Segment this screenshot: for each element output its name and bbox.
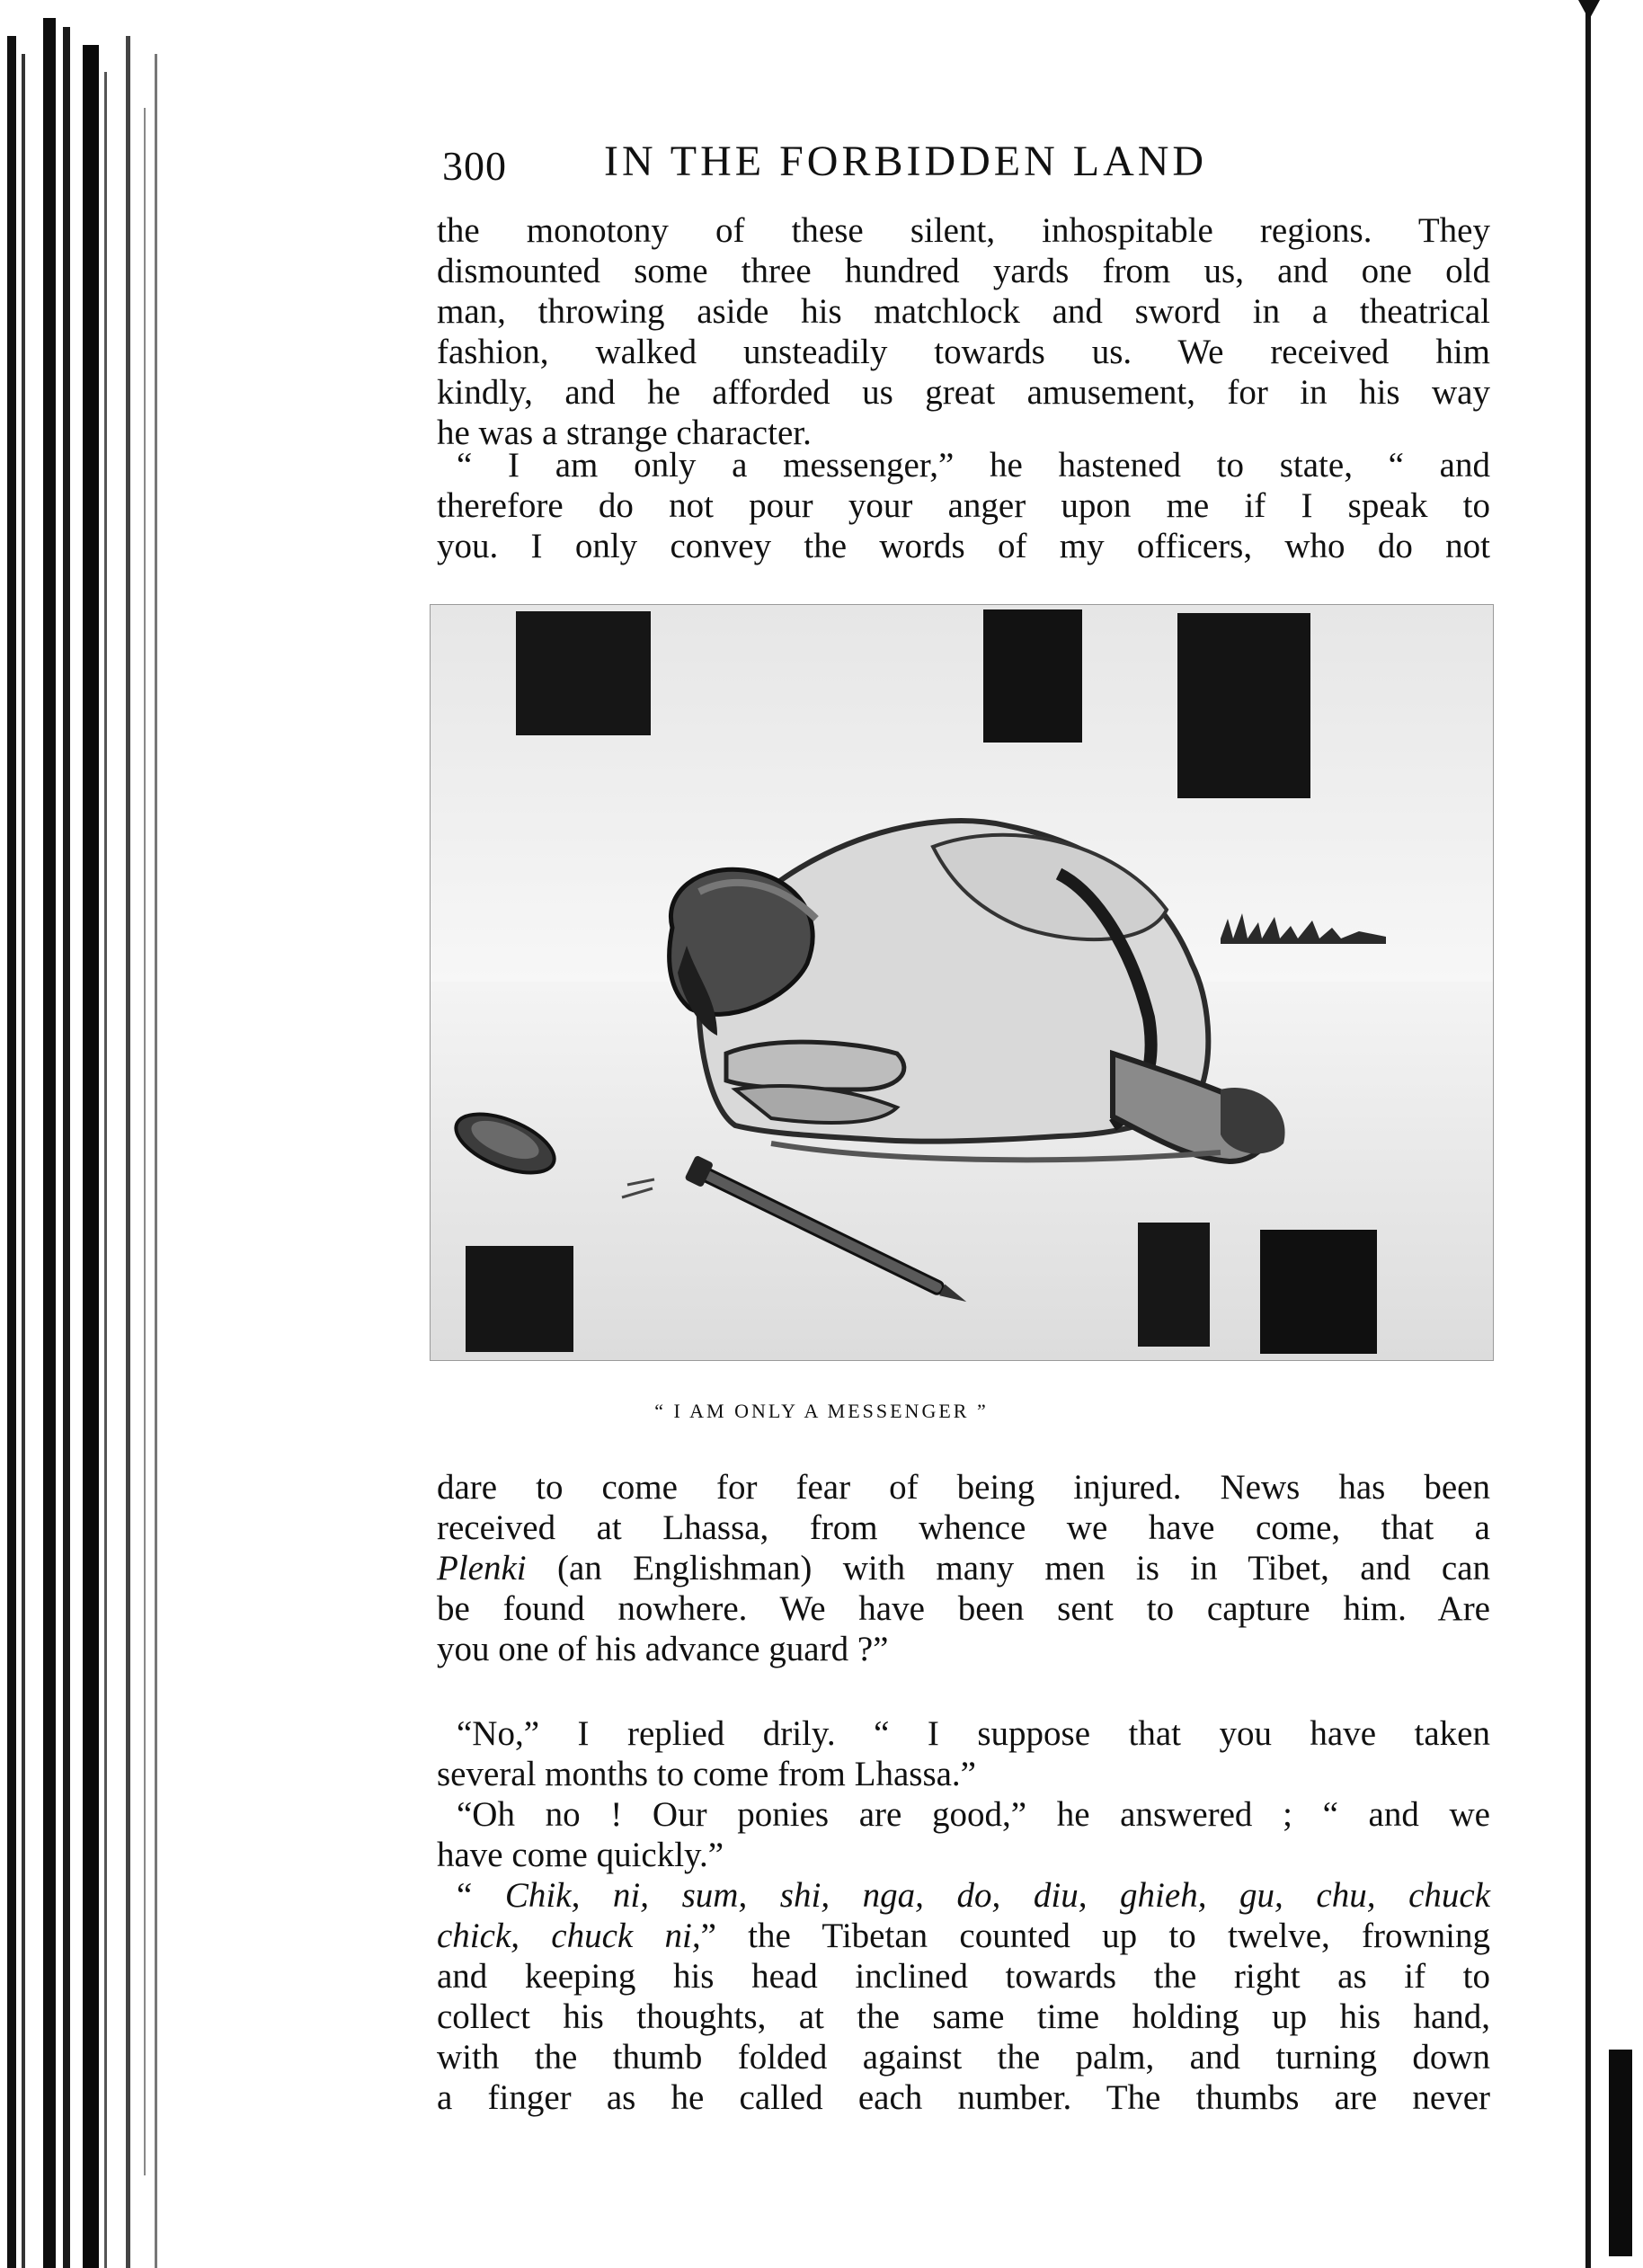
text-line: a finger as he called each number. The thumbs are never xyxy=(437,2078,1490,2117)
text-line: you one of his advance guard ?” xyxy=(437,1630,889,1668)
text-line: you. I only convey the words of my officers, who do not xyxy=(437,527,1490,565)
paragraph-1 xyxy=(437,210,1490,453)
text-line: collect his thoughts, at the same time holding up his hand, xyxy=(437,1997,1490,2036)
text-line: with the thumb folded against the palm, and turning down xyxy=(437,2038,1490,2077)
page-edge-arrow-icon xyxy=(1578,0,1600,20)
paragraph-6 xyxy=(437,1875,1490,2118)
text-line xyxy=(437,1875,1490,1916)
figure-caption: “ I AM ONLY A MESSENGER ” xyxy=(654,1400,989,1422)
text-line: received at Lhassa, from whence we have come, that a xyxy=(437,1508,1490,1547)
running-header xyxy=(442,137,1503,200)
paragraph-4 xyxy=(437,1713,1490,1794)
text-line: “Oh no ! Our ponies are good,” he answered ; “ and we xyxy=(457,1795,1490,1834)
illustration-messenger xyxy=(430,604,1494,1361)
text-line: fashion, walked unsteadily towards us. We received him xyxy=(437,333,1490,371)
text-run: (an Englishman) with many men is in Tibet, and can xyxy=(526,1549,1490,1588)
text-line: dare to come for fear of being injured. News has been xyxy=(437,1468,1490,1507)
text-line: dismounted some three hundred yards from us, and one old xyxy=(437,252,1490,290)
paragraph-2 xyxy=(437,445,1490,566)
paragraph-3 xyxy=(437,1467,1490,1669)
text-line xyxy=(437,1548,1490,1588)
text-line: “No,” I replied drily. “ I suppose that you have taken xyxy=(457,1714,1490,1753)
text-line: the monotony of these silent, inhospitable regions. They xyxy=(437,211,1490,250)
page-number: 300 xyxy=(442,143,507,189)
text-line: and keeping his head inclined towards the right as if to xyxy=(437,1957,1490,1996)
running-title: IN THE FORBIDDEN LAND xyxy=(604,138,1208,185)
text-line: he was a strange character. xyxy=(437,414,812,452)
italic-term: Chik, ni, sum, shi, nga, do, diu, ghieh, gu, chu, chuck xyxy=(504,1876,1490,1915)
text-line xyxy=(437,1916,1490,1956)
text-line: have come quickly.” xyxy=(437,1836,724,1874)
page-edge-tab xyxy=(1609,2050,1632,2256)
page-edge-rule xyxy=(1585,0,1591,2268)
text-line: therefore do not pour your anger upon me if I speak to xyxy=(437,486,1490,525)
text-line: man, throwing aside his matchlock and sword in a theatrical xyxy=(437,292,1490,331)
text-line: be found nowhere. We have been sent to capture him. Are xyxy=(437,1589,1490,1628)
paragraph-5 xyxy=(437,1794,1490,1875)
text-line: “ I am only a messenger,” he hastened to state, “ and xyxy=(457,446,1490,485)
italic-term: Plenki xyxy=(437,1549,527,1588)
italic-term: chick, chuck ni, xyxy=(437,1917,701,1955)
text-line: several months to come from Lhassa.” xyxy=(437,1755,976,1793)
text-run: “ xyxy=(457,1876,505,1915)
text-line: kindly, and he afforded us great amusement, for in his way xyxy=(437,373,1490,412)
text-run: ” the Tibetan counted up to twelve, frowning xyxy=(700,1917,1491,1955)
binding-gutter xyxy=(0,0,180,2268)
